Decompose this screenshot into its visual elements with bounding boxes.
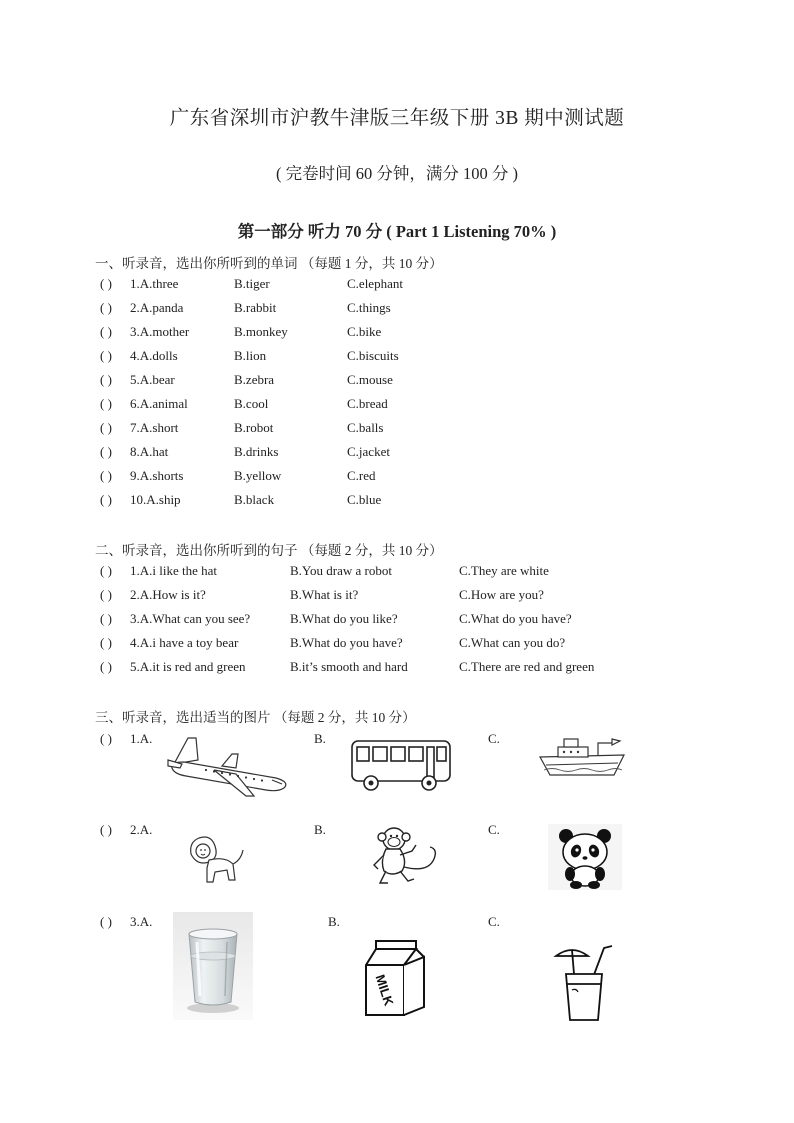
answer-blank[interactable]: ( ): [100, 468, 112, 483]
option-b: B.: [328, 914, 340, 929]
answer-blank[interactable]: ( ): [100, 324, 112, 339]
list-item: [0, 587, 794, 611]
option-a: 5.A.it is red and green: [130, 659, 246, 674]
option-b: B.What is it?: [290, 587, 359, 602]
option-c: C.They are white: [459, 563, 549, 578]
option-b: B.lion: [234, 348, 267, 363]
juice-glass-icon[interactable]: [552, 940, 622, 1024]
list-item: [0, 492, 794, 516]
option-a: 8.A.hat: [130, 444, 169, 459]
option-c: C.mouse: [347, 372, 393, 387]
answer-blank[interactable]: ( ): [100, 444, 112, 459]
option-c: C.jacket: [347, 444, 390, 459]
exam-info: ( 完卷时间 60 分钟，满分 100 分 ): [276, 164, 518, 183]
answer-blank[interactable]: ( ): [100, 635, 112, 650]
lion-icon[interactable]: [187, 834, 245, 886]
answer-blank[interactable]: ( ): [100, 731, 112, 746]
option-c: C.: [488, 822, 500, 837]
option-c: C.things: [347, 300, 391, 315]
option-b: B.You draw a robot: [290, 563, 392, 578]
list-item: [0, 468, 794, 492]
list-item: [0, 300, 794, 324]
section2-heading: 二、听录音，选出你所听到的句子 （每题 2 分，共 10 分）: [95, 543, 443, 558]
answer-blank[interactable]: ( ): [100, 563, 112, 578]
option-a: 6.A.animal: [130, 396, 188, 411]
option-b: B.yellow: [234, 468, 282, 483]
monkey-icon[interactable]: [370, 825, 442, 887]
answer-blank[interactable]: ( ): [100, 396, 112, 411]
list-item: [0, 611, 794, 635]
option-a: 3.A.mother: [130, 324, 190, 339]
option-c: C.What do you have?: [459, 611, 572, 626]
answer-blank[interactable]: ( ): [100, 276, 112, 291]
answer-blank[interactable]: ( ): [100, 822, 112, 837]
option-b: B.robot: [234, 420, 274, 435]
option-c: C.elephant: [347, 276, 403, 291]
page-title: 广东省深圳市沪教牛津版三年级下册 3B 期中测试题: [169, 108, 625, 129]
answer-blank[interactable]: ( ): [100, 420, 112, 435]
list-item: [0, 444, 794, 468]
option-c: C.blue: [347, 492, 382, 507]
option-c: C.: [488, 731, 500, 746]
option-b: B.cool: [234, 396, 269, 411]
ship-icon[interactable]: [538, 735, 626, 781]
list-item: [0, 396, 794, 420]
airplane-icon[interactable]: [166, 734, 294, 800]
answer-blank[interactable]: ( ): [100, 587, 112, 602]
option-b: B.: [314, 731, 326, 746]
option-a: 2.A.panda: [130, 300, 184, 315]
list-item: [0, 348, 794, 372]
answer-blank[interactable]: ( ): [100, 348, 112, 363]
option-a: 7.A.short: [130, 420, 179, 435]
option-b: B.monkey: [234, 324, 288, 339]
option-a: 1.A.: [130, 731, 153, 746]
option-a: 1.A.three: [130, 276, 179, 291]
option-b: B.black: [234, 492, 275, 507]
water-glass-photo[interactable]: [173, 912, 253, 1020]
list-item: [0, 420, 794, 444]
option-a: 4.A.i have a toy bear: [130, 635, 239, 650]
option-a: 2.A.How is it?: [130, 587, 206, 602]
option-c: C.red: [347, 468, 376, 483]
option-a: 1.A.i like the hat: [130, 563, 218, 578]
section3-heading: 三、听录音，选出适当的图片 （每题 2 分，共 10 分）: [95, 710, 416, 725]
option-c: C.What can you do?: [459, 635, 566, 650]
option-a: 5.A.bear: [130, 372, 175, 387]
option-c: C.There are red and green: [459, 659, 595, 674]
option-a: 3.A.What can you see?: [130, 611, 251, 626]
option-c: C.bread: [347, 396, 388, 411]
list-item: [0, 635, 794, 659]
list-item: [0, 563, 794, 587]
list-item: [0, 659, 794, 683]
answer-blank[interactable]: ( ): [100, 611, 112, 626]
part-heading: 第一部分 听力 70 分 ( Part 1 Listening 70% ): [237, 222, 557, 241]
option-c: C.balls: [347, 420, 384, 435]
panda-icon[interactable]: [548, 824, 622, 890]
bus-icon[interactable]: [349, 737, 455, 793]
option-c: C.How are you?: [459, 587, 544, 602]
answer-blank[interactable]: ( ): [100, 492, 112, 507]
option-b: B.What do you have?: [290, 635, 403, 650]
list-item: [0, 276, 794, 300]
answer-blank[interactable]: ( ): [100, 659, 112, 674]
section1-heading: 一、听录音，选出你所听到的单词 （每题 1 分，共 10 分）: [95, 256, 443, 271]
option-a: 3.A.: [130, 914, 153, 929]
answer-blank[interactable]: ( ): [100, 914, 112, 929]
list-item: [0, 372, 794, 396]
option-a: 4.A.dolls: [130, 348, 178, 363]
milk-label: MILK: [372, 972, 397, 1008]
option-a: 2.A.: [130, 822, 153, 837]
answer-blank[interactable]: ( ): [100, 300, 112, 315]
option-c: C.biscuits: [347, 348, 399, 363]
option-b: B.tiger: [234, 276, 270, 291]
milk-carton-icon[interactable]: [360, 935, 430, 1019]
answer-blank[interactable]: ( ): [100, 372, 112, 387]
option-b: B.rabbit: [234, 300, 277, 315]
option-c: C.: [488, 914, 500, 929]
option-c: C.bike: [347, 324, 382, 339]
option-b: B.What do you like?: [290, 611, 398, 626]
option-a: 9.A.shorts: [130, 468, 184, 483]
option-b: B.it’s smooth and hard: [290, 659, 408, 674]
option-b: B.: [314, 822, 326, 837]
option-a: 10.A.ship: [130, 492, 181, 507]
option-b: B.drinks: [234, 444, 279, 459]
option-b: B.zebra: [234, 372, 275, 387]
list-item: [0, 324, 794, 348]
